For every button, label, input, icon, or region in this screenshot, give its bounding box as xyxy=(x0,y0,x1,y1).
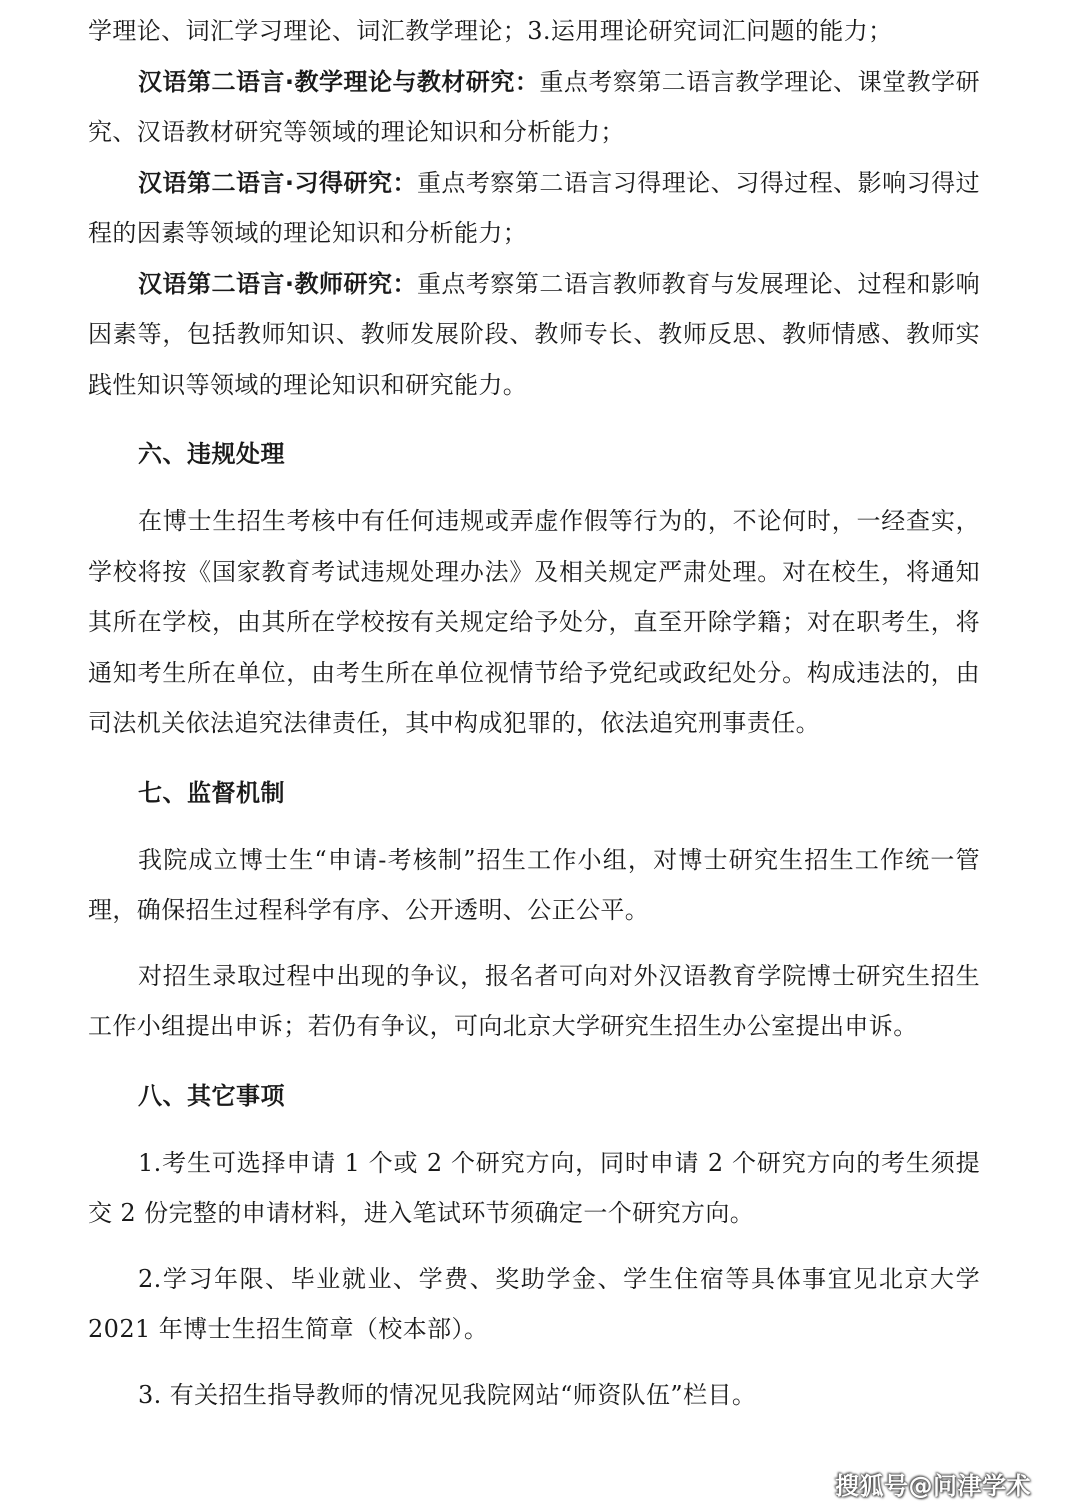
other-item: 1.考生可选择申请 1 个或 2 个研究方向，同时申请 2 个研究方向的考生须提交 2 份完整的申请材料，进入笔试环节须确定一个研究方向。 xyxy=(88,1148,980,1227)
direction-teacher xyxy=(88,259,980,411)
continued-paragraph: 学理论、词汇学习理论、词汇教学理论；3.运用理论研究词汇问题的能力； xyxy=(88,17,893,45)
section-heading-violations: 六、违规处理 xyxy=(138,440,285,468)
direction-text: 重点考察第二语言习得理论、习得过程、影响习得过程的因素等领域的理论知识和分析能力； xyxy=(88,168,980,247)
other-item: 3. 有关招生指导教师的情况见我院网站“师资队伍”栏目。 xyxy=(138,1380,757,1409)
appeals-paragraph: 对招生录取过程中出现的争议，报名者可向对外汉语教育学院博士研究生招生工作小组提出申诉；若仍有争议，可向北京大学研究生招生办公室提出申诉。 xyxy=(88,961,980,1040)
document-page xyxy=(88,6,980,1420)
violations-paragraph: 在博士生招生考核中有任何违规或弄虚作假等行为的，不论何时，一经查实，学校将按《国家教育考试违规处理办法》及相关规定严肃处理。对在校生，将通知其所在学校，由其所在学校按有关规定给予处分，直至开除学籍；对在职考生，将通知考生所在单位，由考生所在单位视情节给予党纪或政纪处分。构成违法的，由司法机关依法追究法律责任，其中构成犯罪的，依法追究刑事责任。 xyxy=(88,507,980,737)
supervision-paragraph: 我院成立博士生“申请-考核制”招生工作小组，对博士研究生招生工作统一管理，确保招生过程科学有序、公开透明、公正公平。 xyxy=(88,845,980,924)
direction-term: 汉语第二语言·教学理论与教材研究： xyxy=(138,67,540,96)
section-heading-other: 八、其它事项 xyxy=(138,1081,285,1110)
direction-term: 汉语第二语言·习得研究： xyxy=(138,168,417,197)
direction-teaching-theory xyxy=(88,57,980,158)
direction-text: 重点考察第二语言教师教育与发展理论、过程和影响因素等，包括教师知识、教师发展阶段、教师专长、教师反思、教师情感、教师实践性知识等领域的理论知识和研究能力。 xyxy=(88,269,980,399)
section-heading-supervision: 七、监督机制 xyxy=(138,778,285,807)
direction-acquisition xyxy=(88,158,980,259)
direction-text: 重点考察第二语言教学理论、课堂教学研究、汉语教材研究等领域的理论知识和分析能力； xyxy=(88,67,980,146)
direction-term: 汉语第二语言·教师研究： xyxy=(138,269,417,298)
other-item: 2.学习年限、毕业就业、学费、奖助学金、学生住宿等具体事宜见北京大学 2021 年博士生招生简章（校本部）。 xyxy=(88,1264,980,1343)
watermark: 搜狐号@问津学术 xyxy=(835,1472,1031,1500)
